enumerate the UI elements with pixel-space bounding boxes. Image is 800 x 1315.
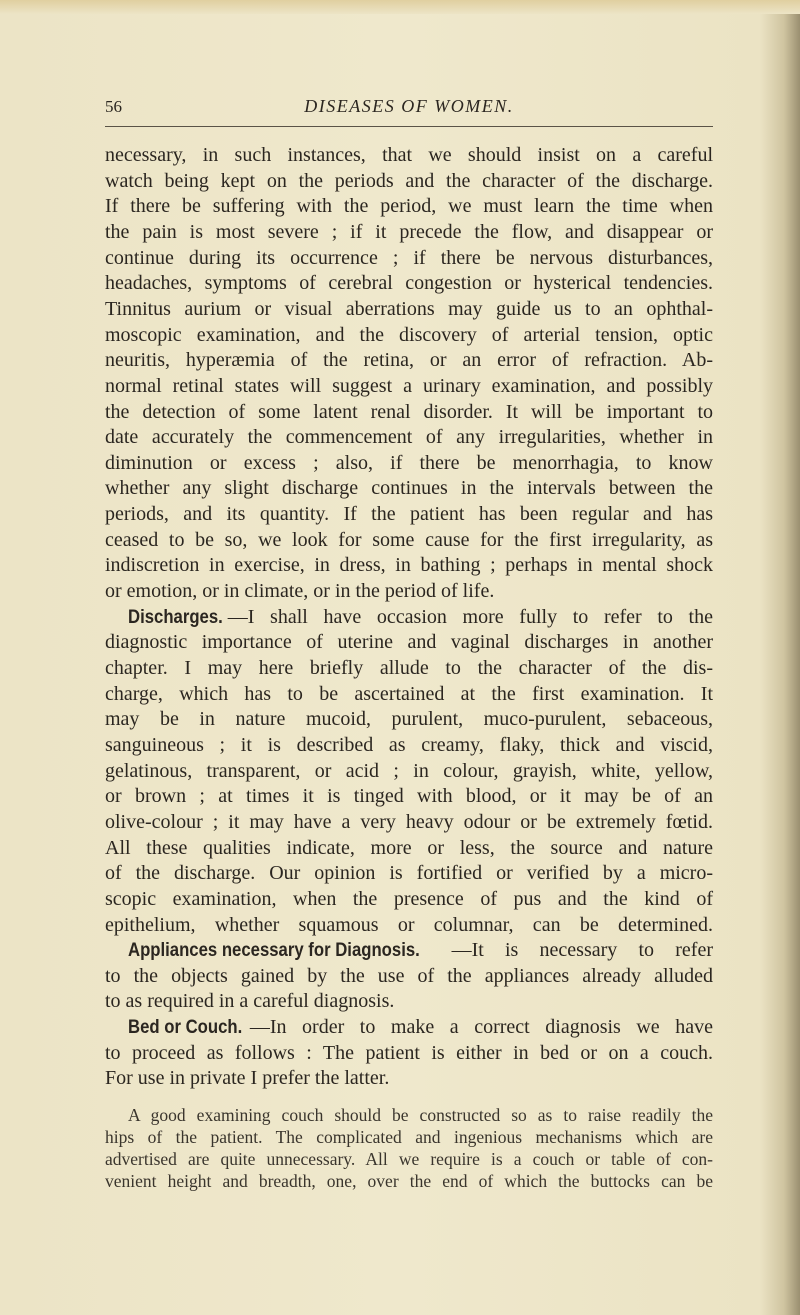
text-line (105, 476, 713, 500)
text-line (105, 271, 713, 295)
line-text: or brown ; at times it is tinged with blood, or it may be of an (105, 785, 713, 808)
line-text: olive-colour ; it may have a very heavy odour or be extremely fœtid. (105, 810, 713, 833)
text-line (105, 989, 713, 1013)
line-text: gelatinous, transparent, or acid ; in colour, grayish, white, yellow, (105, 759, 713, 782)
line-text: Tinnitus aurium or visual aberrations may guide us to an ophthal- (105, 297, 713, 320)
line-text: moscopic examination, and the discovery of arterial tension, optic (105, 323, 713, 346)
text-line (105, 784, 713, 808)
text-line (105, 374, 713, 398)
text-line (105, 246, 713, 270)
text-line (105, 348, 713, 372)
text-line (105, 810, 713, 834)
text-line (128, 1015, 713, 1040)
text-line (105, 1066, 713, 1090)
line-text: normal retinal states will suggest a urinary examination, and possibly (105, 374, 713, 397)
text-line (105, 297, 713, 321)
line-text: of the discharge. Our opinion is fortified or verified by a micro- (105, 862, 713, 885)
line-text: indiscretion in exercise, in dress, in bathing ; perhaps in mental shock (105, 554, 713, 577)
line-text: scopic examination, when the presence of pus and the kind of (105, 887, 713, 910)
text-line (105, 169, 713, 193)
text-line (105, 400, 713, 424)
text-line (105, 451, 713, 475)
section-heading: Appliances necessary for Diagnosis. (128, 940, 420, 962)
text-line (105, 323, 713, 347)
line-text: periods, and its quantity. If the patient has been regular and has (105, 503, 713, 526)
line-text: diminution or excess ; also, if there be menorrhagia, to know (105, 451, 713, 474)
text-line (105, 887, 713, 911)
text-line (128, 605, 713, 630)
text-line (105, 964, 713, 988)
text-line (105, 553, 713, 577)
line-text: or emotion, or in climate, or in the period of life. (105, 580, 495, 603)
line-text: whether any slight discharge continues in the intervals between the (105, 477, 713, 500)
line-text: watch being kept on the periods and the character of the discharge. (105, 169, 713, 192)
line-text: to proceed as follows : The patient is either in bed or on a couch. (105, 1041, 713, 1064)
line-text: diagnostic importance of uterine and vaginal discharges in another (105, 631, 713, 654)
text-line (105, 861, 713, 885)
text-line (105, 502, 713, 526)
text-line (105, 528, 713, 552)
line-text: ceased to be so, we look for some cause for the first irregularity, as (105, 528, 713, 551)
line-text: headaches, symptoms of cerebral congestion or hysterical tendencies. (105, 272, 713, 295)
line-text: may be in nature mucoid, purulent, muco-purulent, sebaceous, (105, 708, 713, 731)
section-heading: Discharges. (128, 606, 223, 628)
line-text: All these qualities indicate, more or less, the source and nature (105, 836, 713, 859)
line-text: epithelium, whether squamous or columnar, can be determined. (105, 913, 713, 936)
text-line (105, 836, 713, 860)
line-text: sanguineous ; it is described as creamy, flaky, thick and viscid, (105, 733, 713, 756)
line-text: the detection of some latent renal disorder. It will be important to (105, 400, 713, 423)
text-line (105, 194, 713, 218)
footnote-line: venient height and breadth, one, over the end of which the buttocks can be (105, 1171, 713, 1191)
line-text: to as required in a careful diagnosis. (105, 990, 395, 1013)
text-line (105, 1041, 713, 1065)
text-line (105, 220, 713, 244)
line-text: If there be suffering with the period, we must learn the time when (105, 195, 713, 218)
line-text: continue during its occurrence ; if there be nervous disturbances, (105, 246, 713, 269)
page-number: 56 (105, 97, 122, 116)
line-text: necessary, in such instances, that we should insist on a careful (105, 144, 713, 166)
text-line (105, 143, 713, 167)
page-edge (0, 0, 800, 14)
text-line (105, 733, 713, 757)
footnote-line: A good examining couch should be constructed so as to raise readily the (128, 1105, 713, 1125)
line-text: neuritis, hyperæmia of the retina, or an error of refraction. Ab- (105, 349, 713, 372)
running-title: DISEASES OF WOMEN. (304, 96, 514, 116)
text-line (105, 630, 713, 654)
text-line (105, 707, 713, 731)
line-text: the pain is most severe ; if it precede the flow, and disappear or (105, 220, 713, 243)
footnote-line: hips of the patient. The complicated and ingenious mechanisms which are (105, 1127, 713, 1147)
text-line (105, 913, 713, 937)
line-text: —It is necessary to refer (451, 939, 713, 962)
line-text: charge, which has to be ascertained at the first examination. It (105, 682, 713, 705)
header-rule (105, 126, 713, 127)
text-line (105, 656, 713, 680)
text-line (105, 425, 713, 449)
line-text: —In order to make a correct diagnosis we have (249, 1016, 713, 1039)
line-text: to the objects gained by the use of the appliances already alluded (105, 964, 713, 987)
line-text: date accurately the commencement of any irregularities, whether in (105, 426, 713, 449)
section-heading: Bed or Couch. (128, 1017, 243, 1039)
text-line (128, 938, 713, 963)
text-line (105, 579, 713, 603)
line-text: For use in private I prefer the latter. (105, 1067, 390, 1090)
text-line (105, 759, 713, 783)
text-line (105, 682, 713, 706)
footnote-line: advertised are quite unnecessary. All we require is a couch or table of con- (105, 1149, 713, 1169)
line-text: chapter. I may here briefly allude to the character of the dis- (105, 657, 713, 679)
line-text: —I shall have occasion more fully to refer to the (227, 605, 713, 628)
